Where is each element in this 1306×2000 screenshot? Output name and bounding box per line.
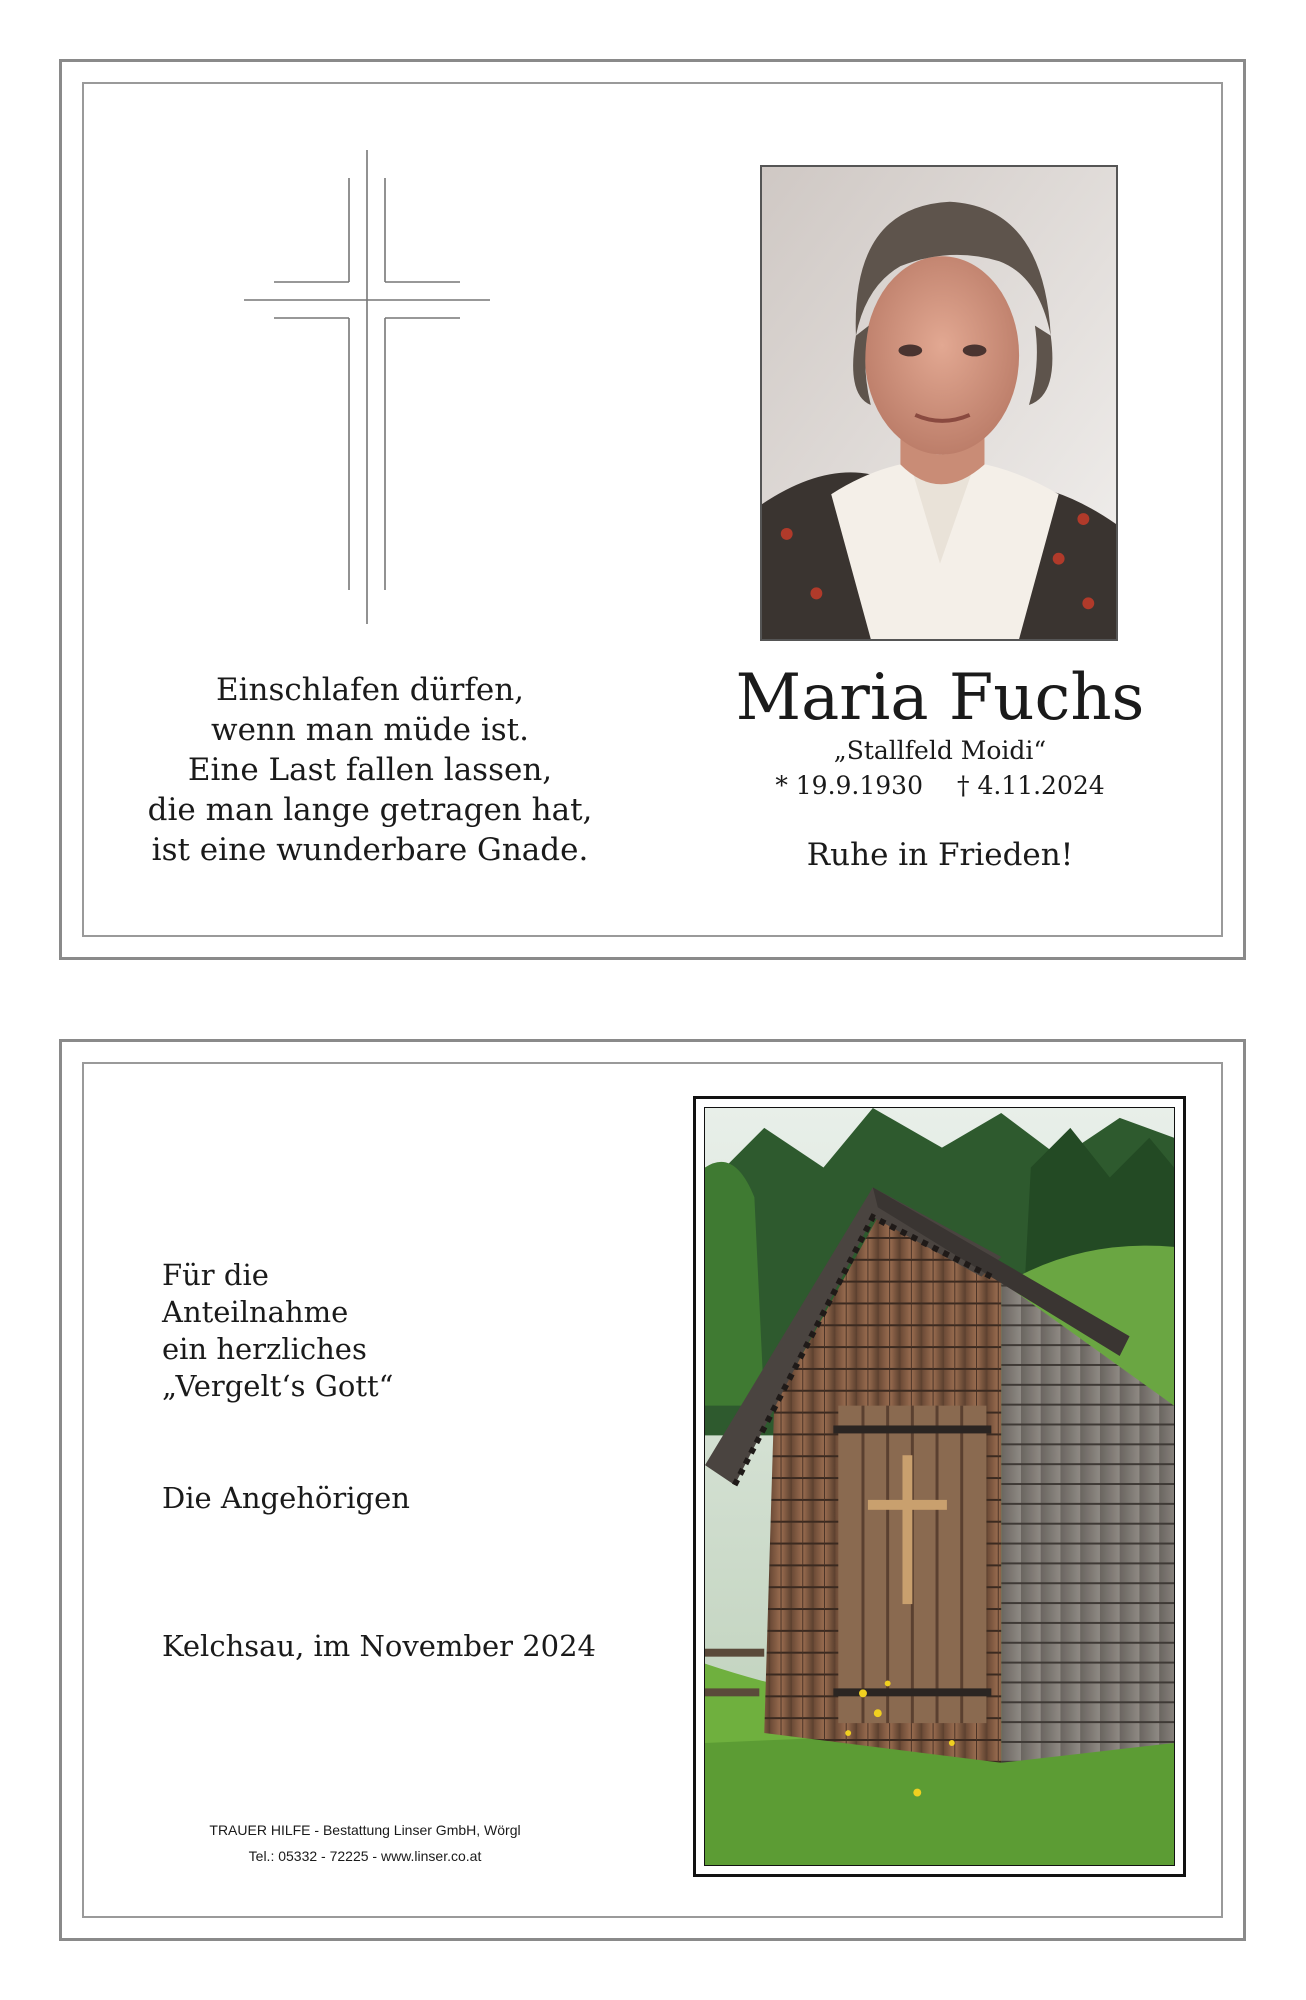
thanks-line: „Vergelt‘s Gott“	[162, 1369, 394, 1403]
death-date: † 4.11.2024	[957, 771, 1105, 800]
poem-line: ist eine wunderbare Gnade.	[151, 832, 589, 868]
thanks-text	[162, 1257, 393, 1405]
deceased-name: Maria Fuchs	[735, 661, 1145, 735]
thanks-line: Anteilnahme	[162, 1295, 349, 1329]
footer-line: Tel.: 05332 - 72225 - www.linser.co.at	[248, 1848, 482, 1864]
life-dates	[700, 770, 1180, 802]
thanks-line: ein herzliches	[162, 1332, 367, 1366]
deceased-nickname: „Stallfeld Moidi“	[833, 736, 1047, 765]
place-date: Kelchsau, im November 2024	[162, 1629, 597, 1663]
chapel-photo	[704, 1107, 1175, 1866]
chapel-photo-frame	[693, 1096, 1186, 1877]
cross-icon	[244, 150, 490, 624]
portrait-photo	[760, 165, 1118, 641]
poem-line: wenn man müde ist.	[211, 712, 529, 748]
poem-line: Eine Last fallen lassen,	[187, 752, 553, 788]
birth-date: * 19.9.1930	[775, 771, 923, 800]
farewell-text: Ruhe in Frieden!	[806, 837, 1074, 873]
thanks-line: Für die	[162, 1258, 269, 1292]
funeral-home-footer	[160, 1817, 570, 1869]
family-signature: Die Angehörigen	[162, 1481, 410, 1515]
memorial-poem	[120, 670, 620, 870]
poem-line: Einschlafen dürfen,	[215, 672, 525, 708]
footer-line: TRAUER HILFE - Bestattung Linser GmbH, Wörgl	[209, 1822, 521, 1838]
poem-line: die man lange getragen hat,	[147, 792, 593, 828]
